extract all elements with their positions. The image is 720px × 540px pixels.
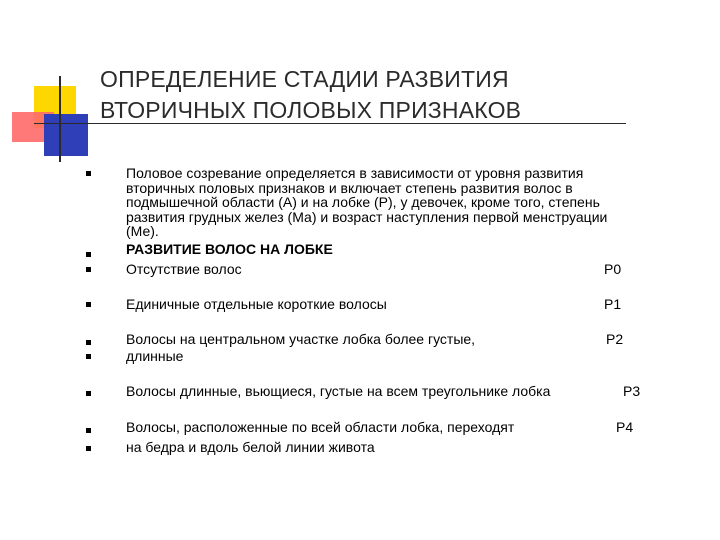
intro-line-3: подмышечной области (А) и на лобке (Р), у девочек, кроме того, степень xyxy=(126,194,600,210)
stage-p2-code: P2 xyxy=(606,331,624,347)
intro-line-1: Половое созревание определяется в зависимости от уровня развития xyxy=(126,165,584,181)
slide-title-line-2: ВТОРИЧНЫХ ПОЛОВЫХ ПРИЗНАКОВ xyxy=(100,97,522,123)
slide-title-line-1: ОПРЕДЕЛЕНИЕ СТАДИИ РАЗВИТИЯ xyxy=(100,66,509,92)
bullet-icon xyxy=(86,354,91,359)
bullet-icon xyxy=(86,171,91,176)
stage-p0-code: P0 xyxy=(604,261,622,277)
stage-p4-text-line-2: на бедра и вдоль белой линии живота xyxy=(126,439,375,455)
stage-p4-text-line-1: Волосы, расположенные по всей области лобка, переходят xyxy=(126,419,515,435)
stage-p2-text-line-2: длинные xyxy=(126,348,184,364)
stage-p1-text: Единичные отдельные короткие волосы xyxy=(126,296,387,312)
stage-p3-text: Волосы длинные, вьющиеся, густые на всем треугольнике лобка xyxy=(126,383,551,399)
stage-p0-text: Отсутствие волос xyxy=(126,261,242,277)
intro-line-4: развития грудных желез (Ма) и возраст наступления первой менструации xyxy=(126,208,608,225)
stage-p2-text-line-1: Волосы на центральном участке лобка более густые, xyxy=(126,331,476,347)
section-heading: РАЗВИТИЕ ВОЛОС НА ЛОБКЕ xyxy=(126,241,333,257)
decor-blue-square xyxy=(44,114,88,156)
bullet-icon xyxy=(86,428,91,433)
bullet-icon xyxy=(86,391,91,396)
intro-line-5: (Ме). xyxy=(126,223,159,239)
bullet-icon xyxy=(86,446,91,451)
decor-vertical-line xyxy=(59,76,61,162)
bullet-icon xyxy=(86,252,91,257)
stage-p3-code: P3 xyxy=(623,383,641,399)
intro-line-2: вторичных половых признаков и включает степень развития волос в xyxy=(126,179,573,196)
stage-p4-code: P4 xyxy=(616,419,634,435)
slide-title xyxy=(100,64,660,126)
bullet-icon xyxy=(86,267,91,272)
stage-p1-code: P1 xyxy=(604,296,622,312)
bullet-icon xyxy=(86,302,91,307)
bullet-icon xyxy=(86,340,91,345)
